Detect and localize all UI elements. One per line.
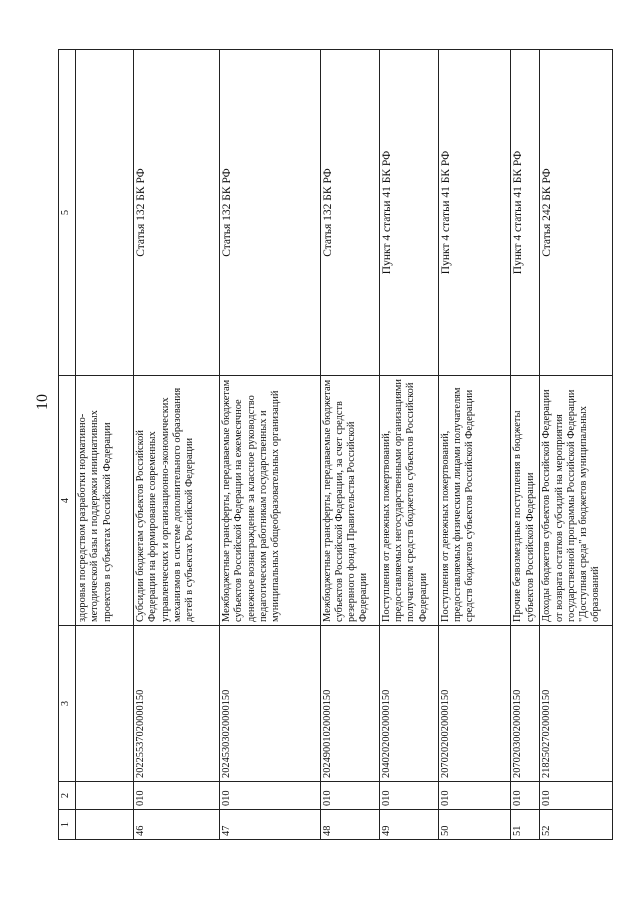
page-number: 10 bbox=[34, 394, 51, 410]
table-row bbox=[220, 50, 321, 840]
revenue-code: 20702030020000150 bbox=[511, 626, 540, 782]
revenue-name: Межбюджетные трансферты, передаваемые бюджетам субъектов Российской Федерации, за счет средств резервного фонда Правительства Российской Федерации bbox=[320, 376, 379, 626]
legal-basis: Статья 132 БК РФ bbox=[134, 50, 220, 376]
admin-code: 010 bbox=[320, 782, 379, 810]
table-row bbox=[379, 50, 438, 840]
table-row bbox=[76, 50, 134, 840]
row-number: 50 bbox=[438, 810, 511, 840]
header-col-5: 5 bbox=[59, 50, 76, 376]
legal-basis: Пункт 4 статьи 41 БК РФ bbox=[379, 50, 438, 376]
legal-basis: Пункт 4 статьи 41 БК РФ bbox=[438, 50, 511, 376]
revenue-code: 20245303020000150 bbox=[220, 626, 321, 782]
header-col-4: 4 bbox=[59, 376, 76, 626]
table-row bbox=[540, 50, 613, 840]
table-row bbox=[438, 50, 511, 840]
revenue-name: Доходы бюджетов субъектов Российской Федерации от возврата остатков субсидий на мероприятия государственной программы Российской Федерации "Доступная среда" из бюджетов муниципальных образований bbox=[540, 376, 613, 626]
row-number: 51 bbox=[511, 810, 540, 840]
admin-code: 010 bbox=[540, 782, 613, 810]
table-header-row bbox=[59, 50, 76, 840]
row-number: 52 bbox=[540, 810, 613, 840]
legal-basis bbox=[76, 50, 134, 376]
row-number: 48 bbox=[320, 810, 379, 840]
revenue-codes-table bbox=[58, 49, 613, 840]
admin-code: 010 bbox=[134, 782, 220, 810]
legal-basis: Статья 132 БК РФ bbox=[220, 50, 321, 376]
row-number: 46 bbox=[134, 810, 220, 840]
revenue-code bbox=[76, 626, 134, 782]
revenue-name: Межбюджетные трансферты, передаваемые бюджетам субъектов Российской Федерации на ежемесячное денежное вознаграждение за классное руководство педагогическим работникам государственных и муниципальных общеобразовательных организаций bbox=[220, 376, 321, 626]
legal-basis: Статья 242 БК РФ bbox=[540, 50, 613, 376]
revenue-code: 21825027020000150 bbox=[540, 626, 613, 782]
header-col-1: 1 bbox=[59, 810, 76, 840]
revenue-name: Прочие безвозмездные поступления в бюджеты субъектов Российской Федерации bbox=[511, 376, 540, 626]
revenue-name: Поступления от денежных пожертвований, предоставляемых негосударственными организациями получателям средств бюджетов субъектов Российской Федерации bbox=[379, 376, 438, 626]
admin-code bbox=[76, 782, 134, 810]
rotated-table-container bbox=[58, 50, 613, 840]
revenue-code: 20225537020000150 bbox=[134, 626, 220, 782]
table-row bbox=[134, 50, 220, 840]
header-col-2: 2 bbox=[59, 782, 76, 810]
row-number bbox=[76, 810, 134, 840]
admin-code: 010 bbox=[511, 782, 540, 810]
admin-code: 010 bbox=[379, 782, 438, 810]
table-row bbox=[320, 50, 379, 840]
row-number: 47 bbox=[220, 810, 321, 840]
revenue-name: Субсидии бюджетам субъектов Российской Федерации на формирование современных управленческих и организационно-экономических механизмов в системе дополнительного образования детей в субъектах Российской Федерации bbox=[134, 376, 220, 626]
table-row bbox=[511, 50, 540, 840]
revenue-code: 20702020020000150 bbox=[438, 626, 511, 782]
revenue-code: 20402020020000150 bbox=[379, 626, 438, 782]
row-number: 49 bbox=[379, 810, 438, 840]
revenue-name: здоровья посредством разработки нормативно-методической базы и поддержки инициативных проектов в субъектах Российской Федерации bbox=[76, 376, 134, 626]
legal-basis: Пункт 4 статьи 41 БК РФ bbox=[511, 50, 540, 376]
revenue-code: 20249001020000150 bbox=[320, 626, 379, 782]
header-col-3: 3 bbox=[59, 626, 76, 782]
admin-code: 010 bbox=[438, 782, 511, 810]
legal-basis: Статья 132 БК РФ bbox=[320, 50, 379, 376]
revenue-name: Поступления от денежных пожертвований, предоставляемых физическими лицами получателям средств бюджетов субъектов Российской Федерации bbox=[438, 376, 511, 626]
admin-code: 010 bbox=[220, 782, 321, 810]
